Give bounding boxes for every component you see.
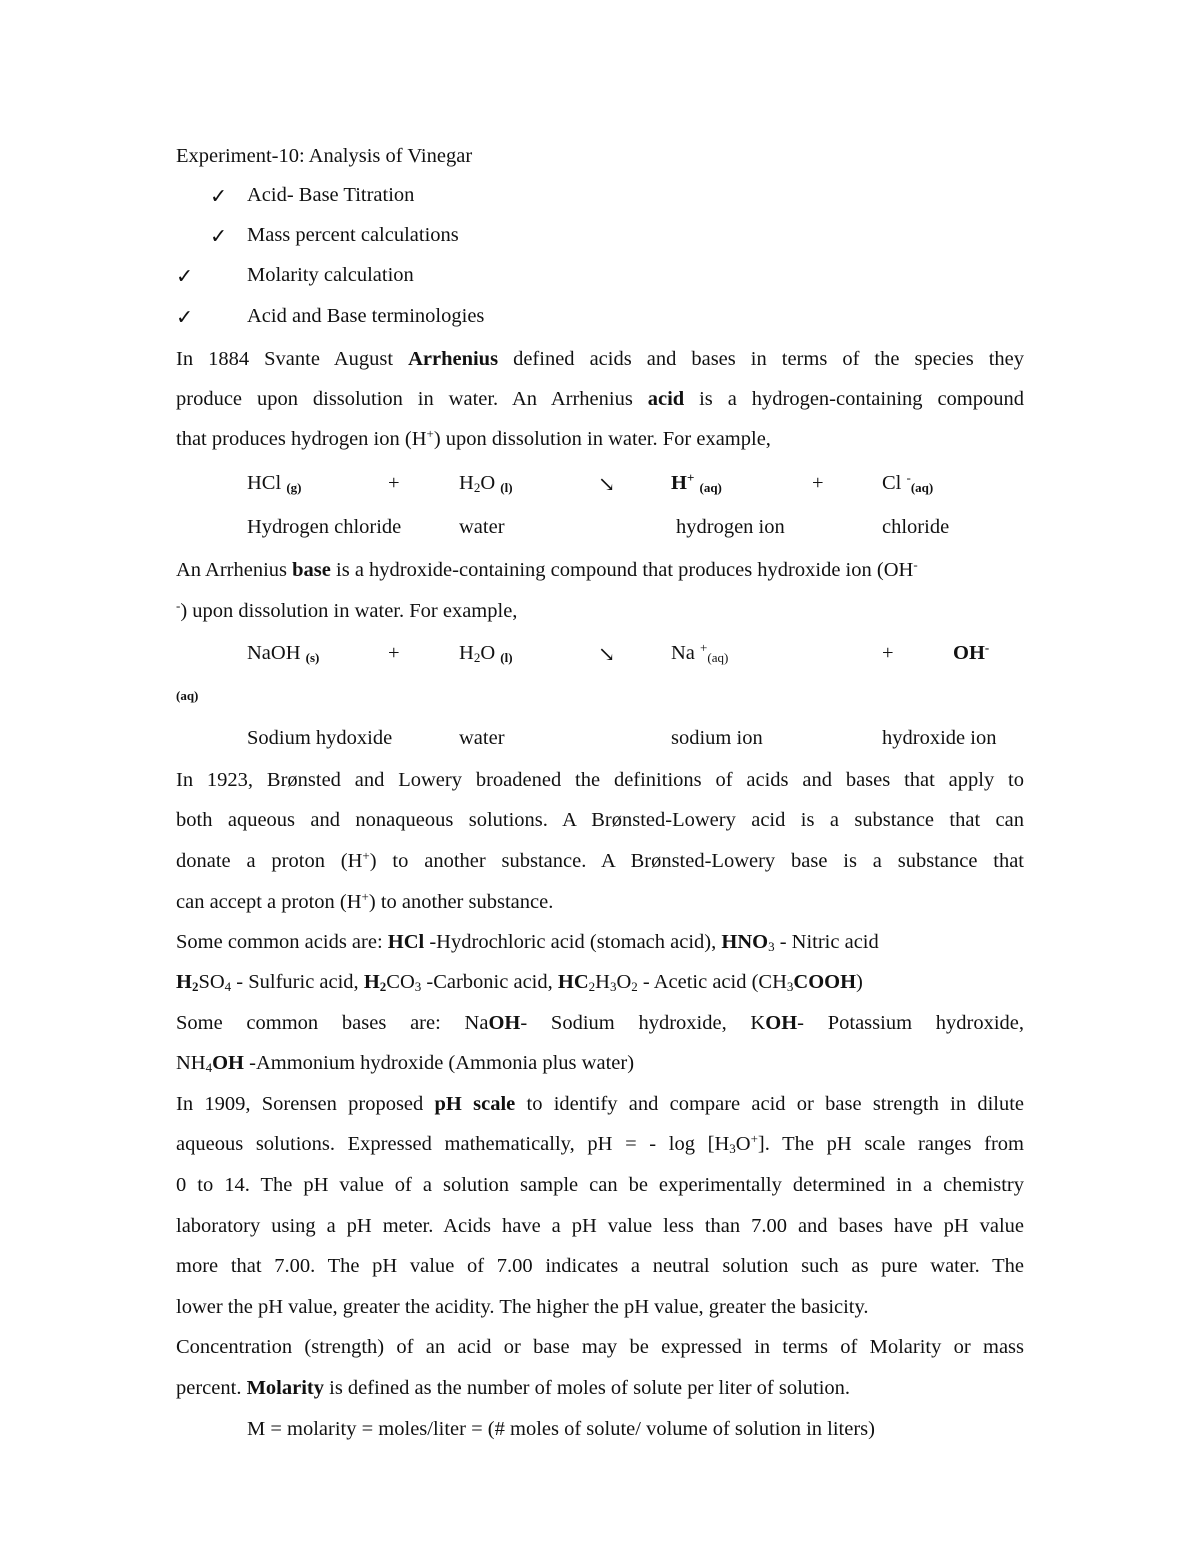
text-line: percent. Molarity is defined as the number of moles of solute per liter of solution. — [176, 1377, 851, 1399]
text-line: can accept a proton (H+) to another substance. — [176, 889, 554, 913]
text-line: that produces hydrogen ion (H+) upon dissolution in water. For example, — [176, 426, 771, 450]
molarity-formula: M = molarity = moles/liter = (# moles of solute/ volume of solution in liters) — [247, 1418, 875, 1440]
checkmark-icon: ✓ — [176, 266, 194, 288]
product-chloride: Cl -$_{(aq)}$ — [882, 470, 934, 495]
text-line: donate a proton (H+) to another substance. A Brønsted-Lowery base is a substance that — [176, 848, 1024, 872]
text-line: An Arrhenius base is a hydroxide-containing compound that produces hydroxide ion (OH- — [176, 557, 918, 581]
text-line: lower the pH value, greater the acidity. The higher the pH value, greater the basicity. — [176, 1296, 869, 1318]
text-line: In 1884 Svante August Arrhenius defined acids and bases in terms of the species they — [176, 348, 1025, 370]
text-line: In 1909, Sorensen proposed pH scale to identify and compare acid or base strength in dilute — [176, 1093, 1025, 1115]
species-label: sodium ion — [671, 727, 763, 749]
text-line: $NH_4OH$ -Ammonium hydroxide (Ammonia plus water) — [176, 1052, 635, 1075]
state-label: (aq) — [176, 688, 199, 703]
checklist-item: Acid and Base terminologies — [247, 305, 485, 327]
checkmark-icon: ✓ — [210, 186, 228, 208]
text-line: produce upon dissolution in water. An Arrhenius acid is a hydrogen-containing compound — [176, 388, 1024, 410]
reactant-water: $H_2O$ $_{(l)}$ — [459, 642, 513, 665]
product-hydrogen-ion: H+ $_{(aq)}$ — [671, 470, 722, 495]
text-line: $H_2SO_4$ - Sulfuric acid, $H_2CO_3$ -Carbonic acid, $HC_2H_3O_2$ - Acetic acid $(CH_3COOH)$ — [176, 971, 863, 994]
reaction-arrow-icon: ↘ — [598, 644, 616, 666]
text-line: Concentration (strength) of an acid or base may be expressed in terms of Molarity or mass — [176, 1336, 1024, 1358]
species-label: hydroxide ion — [882, 727, 997, 749]
species-label: Hydrogen chloride — [247, 516, 402, 538]
text-line: both aqueous and nonaqueous solutions. A Brønsted-Lowery acid is a substance that can — [176, 809, 1024, 831]
plus-sign: + — [388, 472, 400, 494]
text-line: laboratory using a pH meter. Acids have a pH value less than 7.00 and bases have pH value — [176, 1215, 1024, 1237]
plus-sign: + — [812, 472, 824, 494]
text-line: 0 to 14. The pH value of a solution sample can be experimentally determined in a chemistry — [176, 1174, 1024, 1196]
text-line: -) upon dissolution in water. For example, — [176, 598, 518, 622]
text-line: Some common bases are: NaOH- Sodium hydroxide, KOH- Potassium hydroxide, — [176, 1012, 1025, 1034]
product-sodium-ion: Na +$_{(aq)}$ — [671, 640, 729, 665]
checklist-item: Mass percent calculations — [247, 224, 459, 246]
reaction-arrow-icon: ↘ — [598, 474, 616, 496]
species-label: chloride — [882, 516, 950, 538]
species-label: hydrogen ion — [676, 516, 785, 538]
text-line: aqueous solutions. Expressed mathematically, pH = - $\log [H_3O^+]$. The pH scale ranges from — [176, 1131, 1024, 1156]
reactant-hcl: HCl $_{(g)}$ — [247, 472, 302, 495]
text-line: Some common acids are: HCl -Hydrochloric acid (stomach acid), $HNO_3$ - Nitric acid — [176, 931, 879, 954]
reactant-water: $H_2O$ $_{(l)}$ — [459, 472, 513, 495]
checklist-item: Acid- Base Titration — [247, 184, 415, 206]
reactant-naoh: NaOH $_{(s)}$ — [247, 642, 320, 665]
plus-sign: + — [882, 642, 894, 664]
text-line: In 1923, Brønsted and Lowery broadened the definitions of acids and bases that apply to — [176, 769, 1024, 791]
text-line: more that 7.00. The pH value of 7.00 indicates a neutral solution such as pure water. The — [176, 1255, 1024, 1277]
species-label: water — [459, 516, 505, 538]
plus-sign: + — [388, 642, 400, 664]
document-title: Experiment-10: Analysis of Vinegar — [176, 145, 473, 167]
checkmark-icon: ✓ — [210, 226, 228, 248]
checklist-item: Molarity calculation — [247, 264, 414, 286]
species-label: Sodium hydoxide — [247, 727, 393, 749]
product-hydroxide-ion: OH- — [953, 640, 990, 664]
species-label: water — [459, 727, 505, 749]
checkmark-icon: ✓ — [176, 307, 194, 329]
